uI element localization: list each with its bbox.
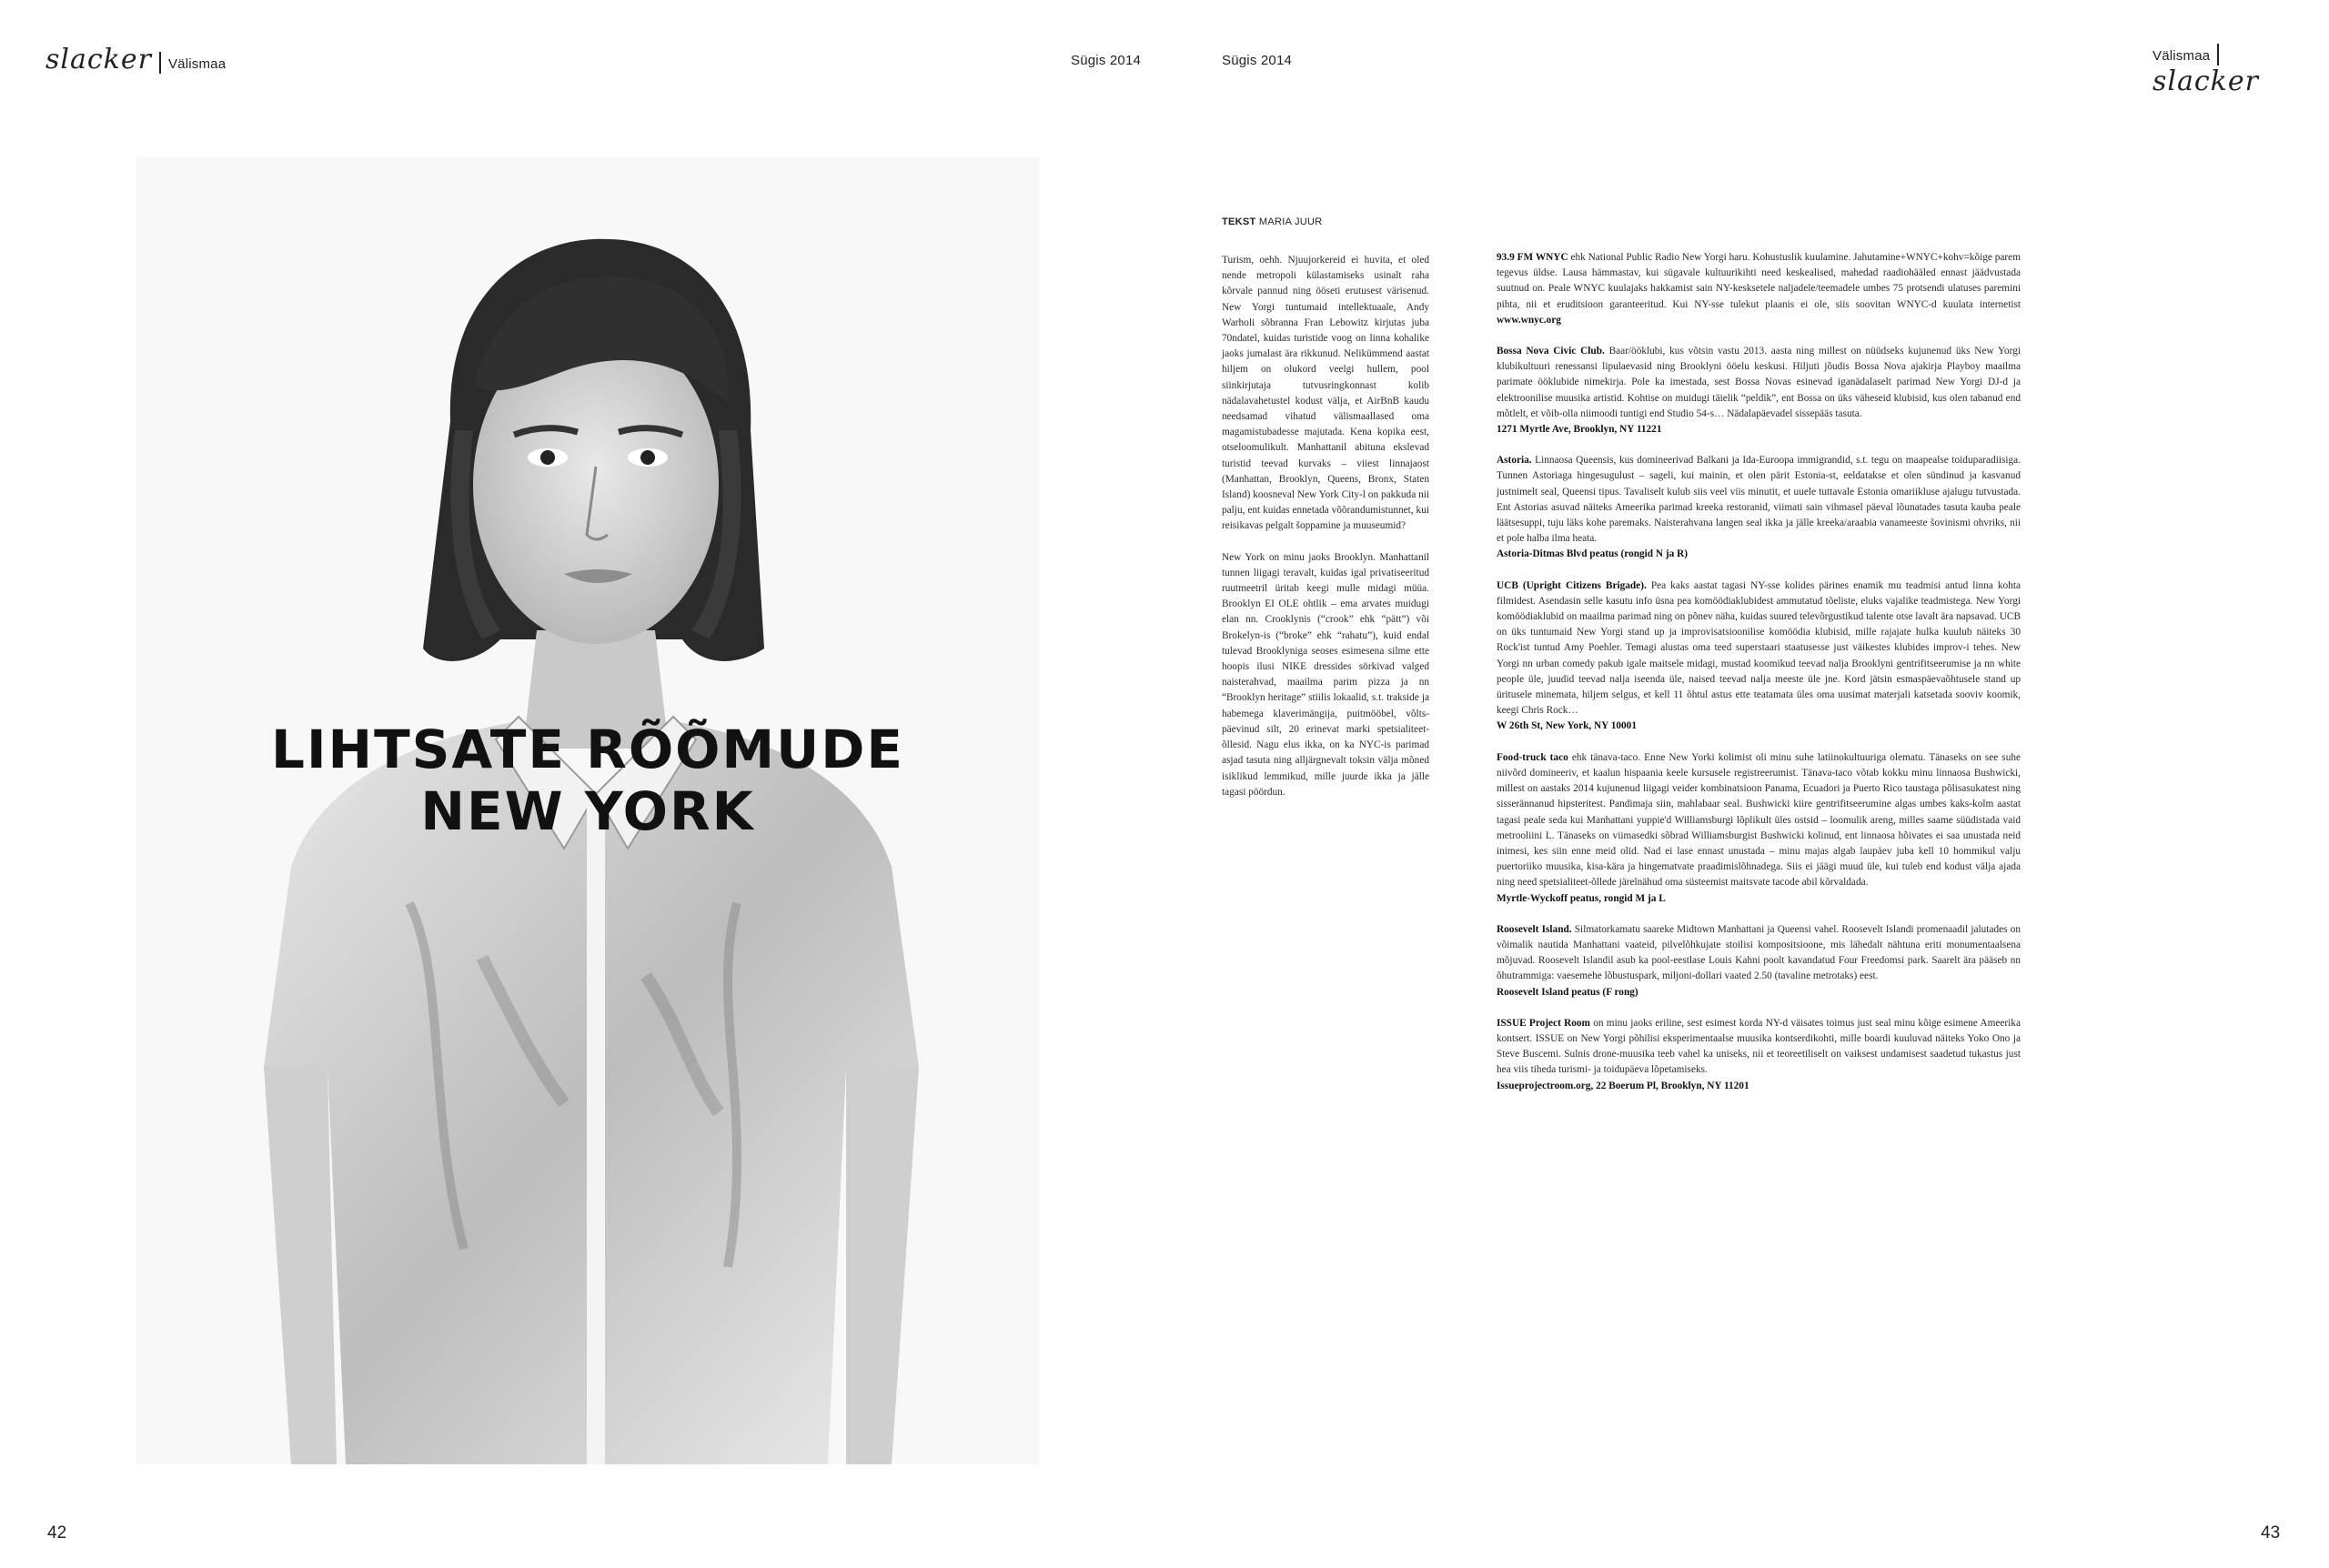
headline-line1: LIHTSATE RÕÕMUDE — [270, 719, 905, 780]
list-item — [1497, 453, 2021, 562]
entry-text: Baar/ööklubi, kus võtsin vastu 2013. aasta ning millest on nüüdseks kujunenud üks New Yorgi klubikultuuri renessansi lipulaevasid ning Brooklyni ööelu keskusi. Hiljuti jõudis Bossa Nova ajakirja Playboy maailma parimate ööklubide nimekirja. Pole ka imestada, sest Bossa Novas esinevad iganädalaselt parimad New Yorgi DJ-d ja elektroonilise muusika artistid. Kohtise on muidugi täielik “peldik”, ent Bossa on üks väheseid klubisid, kus olen tabanud end mõtlelt, et võib-olla niimoodi tuntigi end Studio 54-s… Nädalapäevadel sissepääs tasuta. — [1497, 346, 2021, 419]
list-item — [1497, 344, 2021, 437]
entry-name: 93.9 FM WNYC — [1497, 252, 1568, 263]
entry-text: ehk tänava-taco. Enne New Yorki kolimist oli minu suhe latiinokultuuriga olematu. Tänaseks on see suhe niivõrd domineeriv, et kaalun hispaania keele kursusele registreerumist. Tänava-taco võtab kokku minu linnaosa Bushwicki, millest on aastaks 2014 kujunenud liigagi veider kombinatsioon Panama, Ecuadori ja Puerto Rico taustaga põlisasukatest ning sisserännanud hipsteritest. Pandimaja siin, mahlabaar seal. Bushwicki kiire gentrifitseerumine algas umbes kaks-kolm aastat tagasi peale seda kui Manhattani yuppie'd Williamsburgi lõplikult üles ostsid – loomulik areng, milles saame süüdistada vaid metrooliini L. Tänaseks on viimasedki sõbrad Williamsburgist Bushwicki kolinud, ent linnaosa hõivates ei saa unustada neid inimesi, kes siin enne meid olid. Nad ei lase ennast unustada – minu majas algab laupäev juba kell 10 hommikul valju puertoriiko muusika, kisa-kära ja hingematvate praadimislõhnadega. Siis ei jäägi muud üle, kui tuleb end kodust välja ajada ning need spetsialiteet-õllede järelnähud oma süsteemist maitsvate tacode abil kõrvaldada. — [1497, 751, 2021, 889]
left-header — [45, 44, 226, 75]
list-item — [1497, 578, 2021, 735]
page-number-right: 43 — [2261, 1523, 2281, 1543]
header-divider — [2217, 44, 2219, 65]
entry-name: ISSUE Project Room — [1497, 1017, 1590, 1029]
list-item — [1497, 922, 2021, 1000]
left-season: Sügis 2014 — [1071, 53, 1142, 68]
entry-text: ehk National Public Radio New Yorgi haru. Kohustuslik kuulamine. Jahutamine+WNYC+kohv=kõige parem tegevus üldse. Lausa hämmastav, kui sügavale kultuurikihti need keskealised, mahedad raadiohääled ennast jäädvustada suutnud on. Peale WNYC kuulajaks hakkamist sain NY-kesksetele naljadele/teemadele umbes 75 protsendi ulatuses paremini pihta, nii et eruditsioon garanteeritud. Kui NY-sse tulekut plaanis ei ole, siis soovitan WNYC-d kuulata internetist — [1497, 252, 2021, 310]
entry-name: UCB (Upright Citizens Brigade). — [1497, 579, 1647, 591]
entry-address: W 26th St, New York, NY 10001 — [1497, 720, 1637, 732]
intro-paragraph: Turism, oehh. Njuujorkereid ei huvita, et oled nende metropoli külastamiseks usinalt raha kõrvale pannud ning ööseti erutusest värisenud. New Yorgi tuntumaid intellektuaale, Andy Warholi sõbranna Fran Lebowitz kirjutas juba 70ndatel, kuidas turistide voog on linna kohalike jaoks jumalast ära rikkunud. Nelikümmend aastat hiljem on olukord veelgi hullem, pool siinkirjutaja tutvusringkonnast kolib nädalavahetustel kodust välja, et AirBnB kaudu needsamad vihatud välismaallased oma magamistubadesse majutada. Kena kopika eest, otseloomulikult. Manhattanil abituna ekslevad turistid teevad kurvaks – viiest linnajaost (Manhattan, Brooklyn, Queens, Bronx, Staten Island) koosneval New York City-l on pakkuda nii palju, ent kuidas ennetada võõrandumistunnet, kui reisikavas pelgalt šoppamine ja muuseumid? — [1222, 255, 1429, 532]
headline — [136, 719, 1039, 842]
header-divider — [159, 52, 161, 74]
entry-address: Roosevelt Island peatus (F rong) — [1497, 986, 1638, 998]
list-item — [1497, 1016, 2021, 1094]
entry-address: Issueprojectroom.org, 22 Boerum Pl, Brooklyn, NY 11201 — [1497, 1080, 1749, 1091]
entry-text: on minu jaoks eriline, sest esimest korda NY-d väisates toimus just seal minu kõige esimene Ameerika kontsert. ISSUE on New Yorgi põhilisi eksperimentaalse muusika kontserdikohti, mille boardi kuuluvad näiteks Yoko Ono ja Steve Buscemi. Sulnis drone-muusika teeb vahel ka uniseks, nii et teoreetiliselt on vaiksest undamisest saadetud tukastus just hea viis tiheda turismi- ja toidupäeva lõpetamiseks. — [1497, 1017, 2021, 1076]
intro-column — [1222, 253, 1429, 816]
entry-name: Food-truck taco — [1497, 751, 1568, 763]
entry-text: Silmatorkamatu saareke Midtown Manhattani ja Queensi vahel. Roosevelt Islandi promenaadil jalutades on võimalik nautida Manhattani vaateid, pilvelõhkujate stoilisi kompositsioone, mis lähedalt nähtuna eriti monumentaalsena mõjuvad. Roosevelt Islandil asub ka pool-eestlase Louis Kahni poolt kavandatud Four Freedomsi park. Saarelt ära pääseb nn õhutrammiga: vaesemehe lõbustuspark, miljoni-dollari vaated 2.50 (tavaline metrotaks) eest. — [1497, 923, 2021, 982]
entry-address: 1271 Myrtle Ave, Brooklyn, NY 11221 — [1497, 424, 1662, 436]
entry-text: Linnaosa Queensis, kus domineerivad Balkani ja Ida-Euroopa immigrandid, s.t. tegu on maapealse toiduparadiisiga. Tunnen Astoriaga hingesugulust – sageli, kui mainin, et olen pärit Estonia-st, eeldatakse et olen sündinud ja kasvanud justnimelt seal, Queensi tipus. Tavaliselt kulub siis veel viis minutit, et uuele tuttavale Estonia omariikluse ajalugu tutvustada. Ent Astorias asuvad näiteks Ameerika parimad kreeka restoranid, viimati sain vihmasel päeval lõunatades tasuta kauba peale läätsesuppi, tuju läks kohe paremaks. Naisterahvana langen seal ikka ja jälle kreeka/araabia vanameeste šovinismi ohvriks, nii et pole halba ilma heata. — [1497, 455, 2021, 545]
list-item — [1497, 750, 2021, 907]
entry-name: Bossa Nova Civic Club. — [1497, 346, 1605, 357]
headline-line2: NEW YORK — [420, 780, 755, 842]
section-label: Välismaa — [2153, 48, 2211, 64]
entry-name: Astoria. — [1497, 455, 1532, 467]
entry-address: Myrtle-Wyckoff peatus, rongid M ja L — [1497, 892, 1666, 904]
entry-link[interactable]: www.wnyc.org — [1497, 314, 1561, 326]
section-label: Välismaa — [167, 56, 227, 72]
entries-column — [1497, 250, 2021, 1110]
entry-text: Pea kaks aastat tagasi NY-sse kolides pärines enamik mu teadmisi antud linna kohta filmidest. Asendasin selle kasutu info üsna pea komöödiaklubidest ammutatud tõeliste, eluks vajalike teadmistega. New Yorgi komöödiaklubid on maailma parimad ning on põnev näha, kuidas suured televõrgustikud talente otse lavalt ära napsavad. UCB on üks tuntumaid New Yorgi stand up ja improvisatsioonilise komöödia klubisid, mille rajajate hulka kuulub näiteks 30 Rock'ist tuntud Amy Poehler. Temagi alustas oma teed superstaari staatusesse just väikestes klubides improv-i tehes. New Yorgi nn urban comedy pakub igale maitsele midagi, mustad koomikud teevad nalja Brooklyni gentrifitseerumise ja nn white people üle, juudid teevad nalja iseenda üle, naised teevad nalja meeste üle jne. Kord jätsin esmaspäevaõhtusele stand up üritusele minemata, hiljem selgus, et kell 11 õhtul astus ette teatamata üles oma uusimat materjali katsetada sooviv koomik, keegi Chris Rock… — [1497, 579, 2021, 717]
slacker-logo: slacker — [2153, 65, 2259, 97]
entry-address: Astoria-Ditmas Blvd peatus (rongid N ja R) — [1497, 548, 1689, 560]
list-item — [1497, 250, 2021, 328]
right-season: Sügis 2014 — [1222, 53, 1293, 68]
page-number-left: 42 — [47, 1523, 67, 1543]
author-credit — [1222, 216, 1323, 227]
author-name: MARIA JUUR — [1258, 216, 1323, 227]
intro-paragraph: New York on minu jaoks Brooklyn. Manhattanil tunnen liigagi teravalt, kuidas igal privatiseeritud ruutmeetril üritab keegi mulle midagi müüa. Brooklyn EI OLE ohtlik – ema arvates muidugi elan nn. Crooklynis (“crook” ehk “pätt”) või Brokelyn-is (“broke” ehk “rahatu”), kuid endal tulevad Brooklyniga seoses esimesena silme ette hoopis ilusi NIKE dressides sörkivad valged naisterahvad, maailma parim pizza ja nn “Brooklyn heritage” stiilis lokaalid, s.t. trakside ja habemega klaverimängija, puitmööbel, võlts-päevinud silt, 20 erinevat marki spetsialiteet-õllesid. Nagu elus ikka, on ka NYC-is parimad asjad tasuta ning alljärgnevalt toksin välja mõned isiklikud lemmikud, mille juurde ikka ja jälle tagasi pöördun. — [1222, 551, 1429, 798]
credit-label: TEKST — [1222, 216, 1256, 227]
right-header — [2153, 44, 2329, 97]
entry-name: Roosevelt Island. — [1497, 923, 1572, 935]
slacker-logo: slacker — [45, 44, 152, 75]
